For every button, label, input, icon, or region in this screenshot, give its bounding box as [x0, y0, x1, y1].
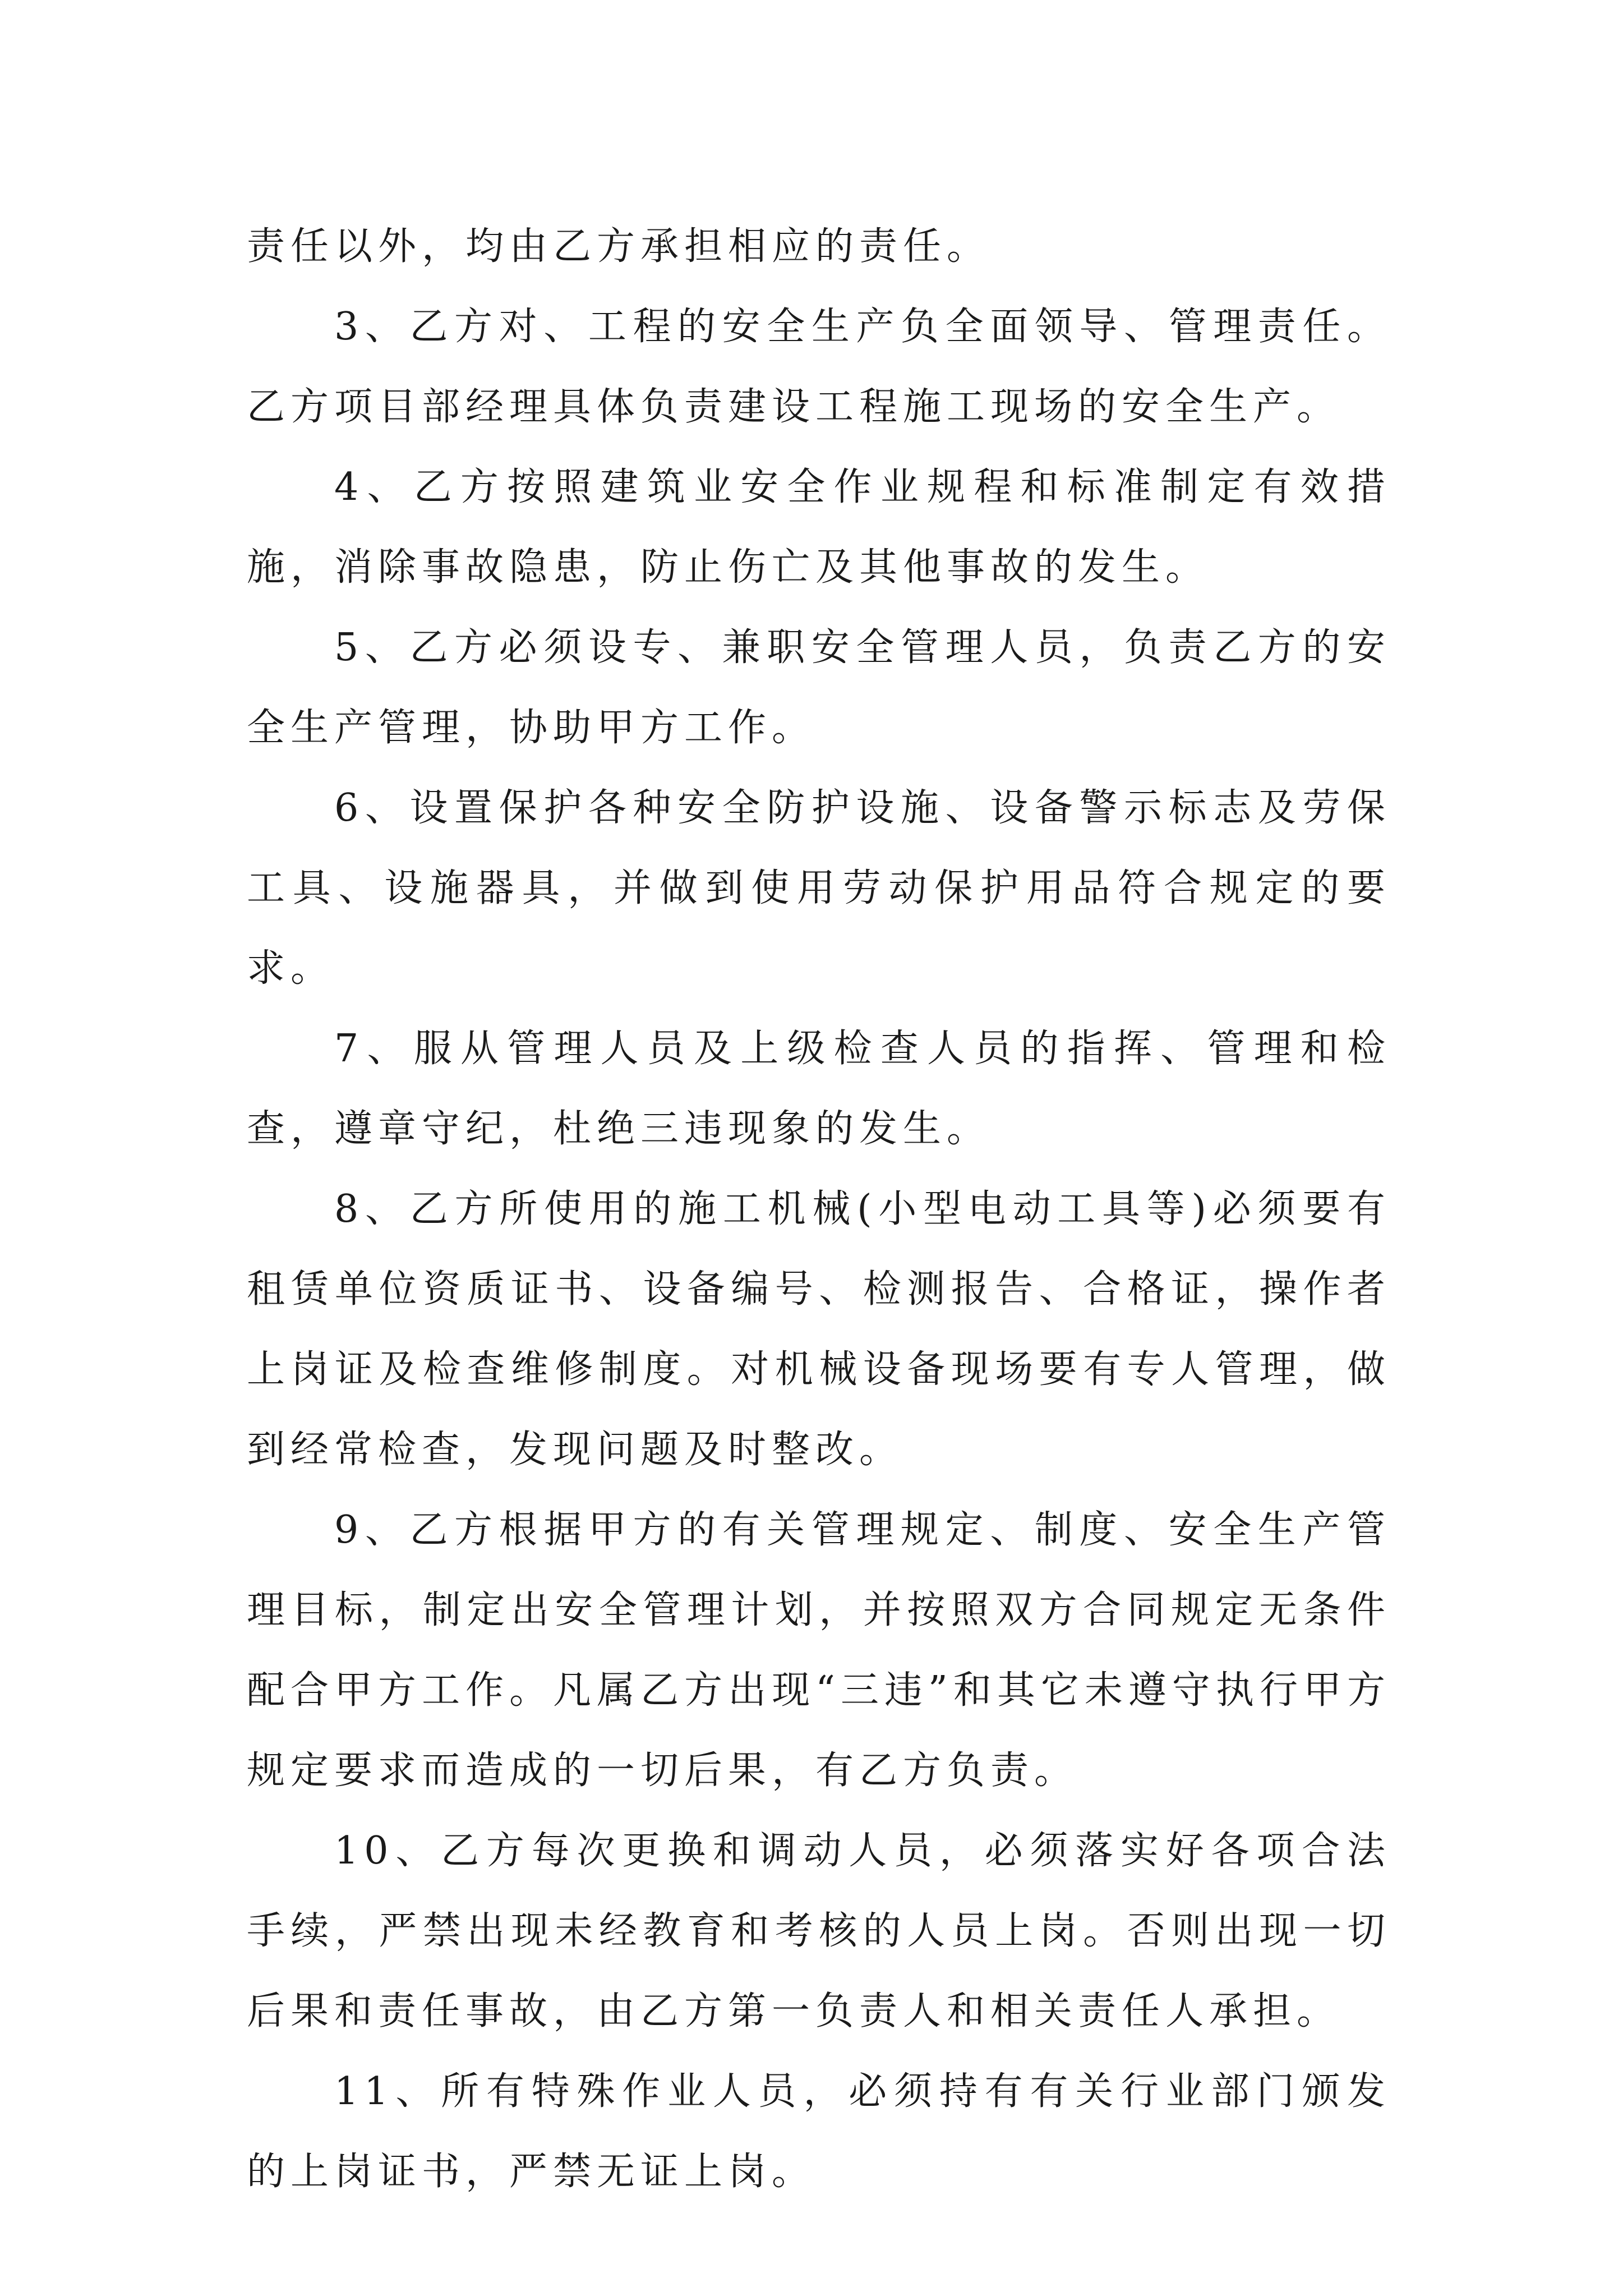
paragraph-clause-5: 5、乙方必须设专、兼职安全管理人员，负责乙方的安全生产管理，协助甲方工作。 — [247, 625, 1391, 750]
paragraph-clause-11: 11、所有特殊作业人员，必须持有有关行业部门颁发的上岗证书，严禁无证上岗。 — [247, 2069, 1391, 2194]
paragraph-clause-10: 10、乙方每次更换和调动人员，必须落实好各项合法手续，严禁出现未经教育和考核的人员上岗。否则出现一切后果和责任事故，由乙方第一负责人和相关责任人承担。 — [247, 1829, 1391, 2033]
paragraph-clause-6: 6、设置保护各种安全防护设施、设备警示标志及劳保工具、设施器具，并做到使用劳动保护用品符合规定的要求。 — [247, 786, 1391, 991]
paragraph-clause-7: 7、服从管理人员及上级检查人员的指挥、管理和检查，遵章守纪，杜绝三违现象的发生。 — [247, 1027, 1391, 1151]
paragraph-clause-4: 4、乙方按照建筑业安全作业规程和标准制定有效措施，消除事故隐患，防止伤亡及其他事故的发生。 — [247, 465, 1391, 590]
paragraph-clause-8: 8、乙方所使用的施工机械(小型电动工具等)必须要有租赁单位资质证书、设备编号、检测报告、合格证，操作者上岗证及检查维修制度。对机械设备现场要有专人管理，做到经常检查，发现问题及时整改。 — [247, 1187, 1391, 1472]
paragraph-clause-9: 9、乙方根据甲方的有关管理规定、制度、安全生产管理目标，制定出安全管理计划，并按照双方合同规定无条件配合甲方工作。凡属乙方出现“三违”和其它未遵守执行甲方规定要求而造成的一切后果，有乙方负责。 — [247, 1508, 1391, 1793]
document-body — [247, 206, 1391, 2212]
paragraph-clause-3: 3、乙方对、工程的安全生产负全面领导、管理责任。乙方项目部经理具体负责建设工程施工现场的安全生产。 — [247, 305, 1391, 429]
paragraph-continuation: 责任以外，均由乙方承担相应的责任。 — [247, 224, 991, 269]
